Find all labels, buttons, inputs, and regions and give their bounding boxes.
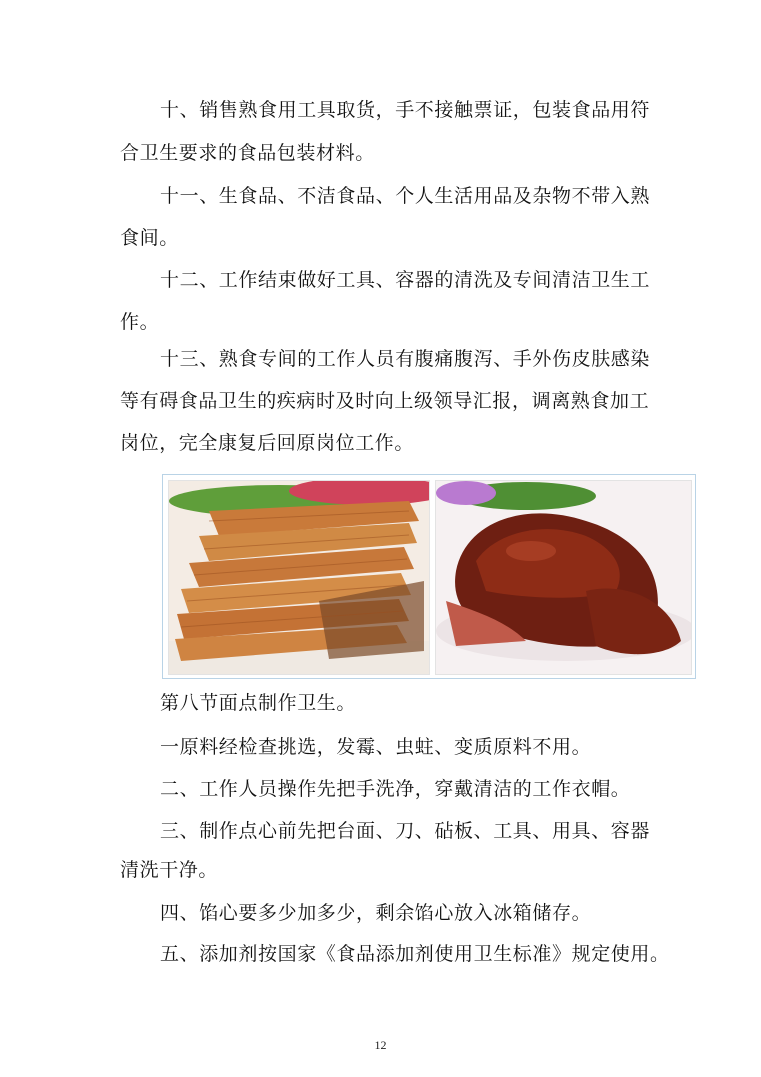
paragraph-11-line1: 十一、生食品、不洁食品、个人生活用品及杂物不带入熟 xyxy=(160,185,651,207)
item-3-line1: 三、制作点心前先把台面、刀、砧板、工具、用具、容器 xyxy=(160,820,651,842)
paragraph-13-line3: 岗位，完全康复后回原岗位工作。 xyxy=(120,432,415,454)
section-heading: 第八节面点制作卫生。 xyxy=(160,692,357,714)
roast-duck-photo xyxy=(435,480,692,675)
paragraph-10-line2: 合卫生要求的食品包装材料。 xyxy=(120,142,375,164)
item-4-line: 四、馅心要多少加多少，剩余馅心放入冰箱储存。 xyxy=(160,902,592,924)
item-3-line2: 清洗干净。 xyxy=(120,859,219,881)
item-1-line: 一原料经检查挑选，发霉、虫蛀、变质原料不用。 xyxy=(160,736,592,758)
paragraph-13-line2: 等有碍食品卫生的疾病时及时向上级领导汇报，调离熟食加工 xyxy=(120,390,650,412)
item-5-line: 五、添加剂按国家《食品添加剂使用卫生标准》规定使用。 xyxy=(160,943,670,965)
paragraph-12-line2: 作。 xyxy=(120,311,160,333)
paragraph-12-line1: 十二、工作结束做好工具、容器的清洗及专间清洁卫生工 xyxy=(160,269,651,291)
paragraph-13-line1: 十三、熟食专间的工作人员有腹痛腹泻、手外伤皮肤感染 xyxy=(160,348,651,370)
page-number: 12 xyxy=(374,1038,387,1052)
item-2-line: 二、工作人员操作先把手洗净，穿戴清洁的工作衣帽。 xyxy=(160,778,631,800)
paragraph-11-line2: 食间。 xyxy=(120,227,179,249)
paragraph-10-line1: 十、销售熟食用工具取货，手不接触票证，包装食品用符 xyxy=(160,99,651,121)
food-photos-frame xyxy=(162,474,696,679)
roast-goose-slices-photo xyxy=(168,480,430,675)
